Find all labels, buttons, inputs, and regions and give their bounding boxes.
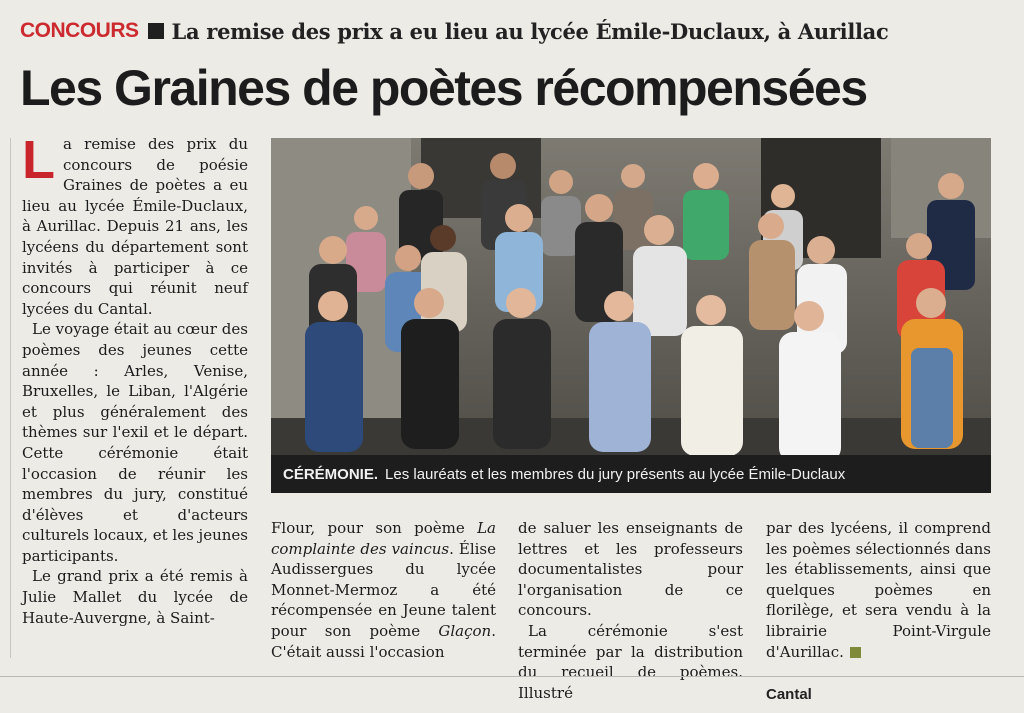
article-column-4 (766, 518, 991, 662)
caption-label: CÉRÉMONIE. (283, 465, 379, 483)
article-paragraph (518, 518, 743, 621)
article-paragraph (22, 130, 248, 319)
paragraph-text: . C'était aussi l'occasion (271, 621, 496, 661)
poem-title: Glaçon (438, 621, 492, 640)
photo-caption (271, 455, 991, 493)
poem-title: La complainte des vaincus (271, 519, 496, 558)
section-tag: CONCOURS (20, 19, 139, 42)
paragraph-text: a remise des prix du concours de poésie Graines de poètes a eu lieu au lycée Émile-Duclaux, à Aurillac. Depuis 21 ans, les lycéens du département sont invités à participer à ce concours qui réunit neuf lycées du Cantal. (22, 135, 248, 318)
article-paragraph (766, 518, 991, 662)
end-square-icon (850, 647, 861, 658)
article-paragraph (518, 621, 743, 703)
headline: Les Graines de poètes récompensées (20, 60, 867, 116)
square-bullet-icon (148, 23, 164, 39)
article-column-1 (22, 130, 248, 628)
paragraph-text: La cérémonie s'est terminée par la distribution du recueil de poèmes. Illustré (518, 621, 743, 702)
section-footer: Cantal (766, 686, 812, 703)
drop-cap: L (22, 130, 55, 190)
paragraph-text: . Élise Audissergues du lycée Monnet-Mermoz a été récompensée en Jeune talent pour son poème (271, 539, 496, 640)
article-paragraph (22, 566, 248, 628)
article-paragraph (271, 518, 496, 662)
bottom-rule (0, 676, 1024, 677)
article-paragraph (22, 319, 248, 566)
paragraph-text: par des lycéens, il comprend les poèmes sélectionnés dans les établissements, ainsi que quelques poèmes en florilège, et sera vendu à la librairie Point-Virgule d'Aurillac. (766, 519, 991, 661)
kicker-text: La remise des prix a eu lieu au lycée Émile-Duclaux, à Aurillac (171, 18, 889, 44)
paragraph-text: Le voyage était au cœur des poèmes des jeunes cette année : Arles, Venise, Bruxelles, le Liban, l'Algérie et plus généralement des thèmes sur l'exil et le départ. Cette cérémonie était l'occasion de réunir les membres du jury, constitué d'élèves et d'acteurs culturels locaux, et les jeunes participants. (22, 320, 248, 565)
strap-line (20, 14, 888, 48)
paragraph-text: Le grand prix a été remis à Julie Mallet du lycée de Haute-Auvergne, à Saint- (22, 567, 248, 627)
paragraph-text: Flour, pour son poème (271, 519, 478, 537)
group-photo-illustration (271, 138, 991, 493)
margin-rule (10, 138, 11, 658)
article-column-2 (271, 518, 496, 662)
paragraph-text: de saluer les enseignants de lettres et les professeurs documentalistes pour l'organisation de ce concours. (518, 519, 743, 620)
ceremony-photo (271, 138, 991, 493)
caption-text: Les lauréats et les membres du jury présents au lycée Émile-Duclaux (385, 465, 846, 483)
